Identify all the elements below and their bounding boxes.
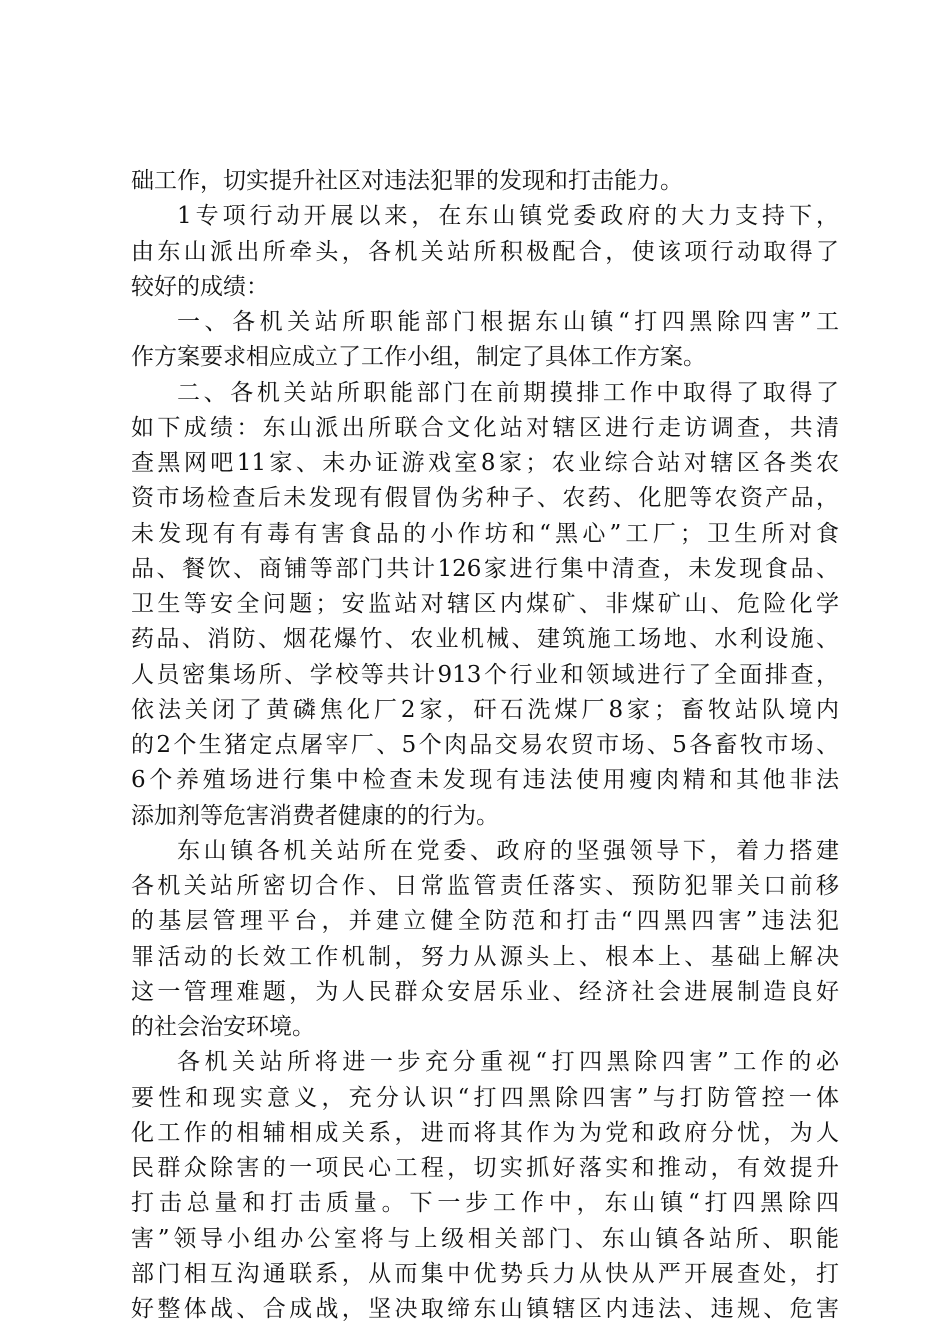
text-line: 的社会治安环境。 [131, 1014, 315, 1040]
text-line: 打击总量和打击质量。下一步工作中，东山镇“打四黑除四 [131, 1190, 839, 1217]
text-line: 未发现有有毒有害食品的小作坊和“黑心”工厂；卫生所对食 [131, 520, 839, 547]
text-line: 的基层管理平台，并建立健全防范和打击“四黑四害”违法犯 [131, 908, 839, 935]
text-line: 如下成绩：东山派出所联合文化站对辖区进行走访调查，共清 [131, 414, 839, 441]
text-line: 较好的成绩： [131, 273, 269, 300]
text-line: 1专项行动开展以来，在东山镇党委政府的大力支持下， [177, 203, 839, 230]
text-line: 害”领导小组办公室将与上级相关部门、东山镇各站所、职能 [131, 1225, 839, 1252]
text-line: 一、各机关站所职能部门根据东山镇“打四黑除四害”工 [177, 309, 839, 335]
text-line: 人员密集场所、学校等共计913个行业和领域进行了全面排查， [131, 661, 839, 688]
text-line: 础工作，切实提升社区对违法犯罪的发现和打击能力。 [131, 168, 683, 194]
text-line: 化工作的相辅相成关系，进而将其作为为党和政府分忧，为人 [131, 1119, 839, 1146]
text-line: 查黑网吧11家、未办证游戏室8家；农业综合站对辖区各类农 [131, 450, 839, 476]
text-line: 依法关闭了黄磷焦化厂2家，矸石洗煤厂8家；畜牧站队境内 [131, 696, 839, 723]
text-line: 由东山派出所牵头，各机关站所积极配合，使该项行动取得了 [131, 238, 839, 265]
text-line: 二、各机关站所职能部门在前期摸排工作中取得了取得了 [177, 379, 839, 406]
text-line: 东山镇各机关站所在党委、政府的坚强领导下，着力搭建 [177, 837, 839, 864]
text-line: 部门相互沟通联系，从而集中优势兵力从快从严开展查处，打 [131, 1260, 839, 1287]
document-body [131, 164, 839, 1327]
text-line: 罪活动的长效工作机制，努力从源头上、根本上、基础上解决 [131, 943, 839, 970]
text-line: 要性和现实意义，充分认识“打四黑除四害”与打防管控一体 [131, 1084, 839, 1111]
text-line: 各机关站所密切合作、日常监管责任落实、预防犯罪关口前移 [131, 873, 839, 899]
text-line: 好整体战、合成战，坚决取缔东山镇辖区内违法、违规、危害 [131, 1296, 839, 1322]
text-line: 各机关站所将进一步充分重视“打四黑除四害”工作的必 [177, 1049, 839, 1076]
text-line: 作方案要求相应成立了工作小组，制定了具体工作方案。 [131, 344, 706, 371]
text-line: 添加剂等危害消费者健康的的行为。 [131, 802, 499, 829]
text-line: 民群众除害的一项民心工程，切实抓好落实和推动，有效提升 [131, 1155, 839, 1181]
text-line: 6个养殖场进行集中检查未发现有违法使用瘦肉精和其他非法 [131, 767, 839, 794]
text-line: 卫生等安全问题；安监站对辖区内煤矿、非煤矿山、危险化学 [131, 591, 839, 617]
text-line: 这一管理难题，为人民群众安居乐业、经济社会进展制造良好 [131, 978, 839, 1005]
text-line: 资市场检查后未发现有假冒伪劣种子、农药、化肥等农资产品， [131, 485, 839, 512]
text-line: 品、餐饮、商铺等部门共计126家进行集中清查，未发现食品、 [131, 555, 839, 582]
text-line: 药品、消防、烟花爆竹、农业机械、建筑施工场地、水利设施、 [131, 626, 839, 653]
text-line: 的2个生猪定点屠宰厂、5个肉品交易农贸市场、5各畜牧市场、 [131, 732, 839, 758]
